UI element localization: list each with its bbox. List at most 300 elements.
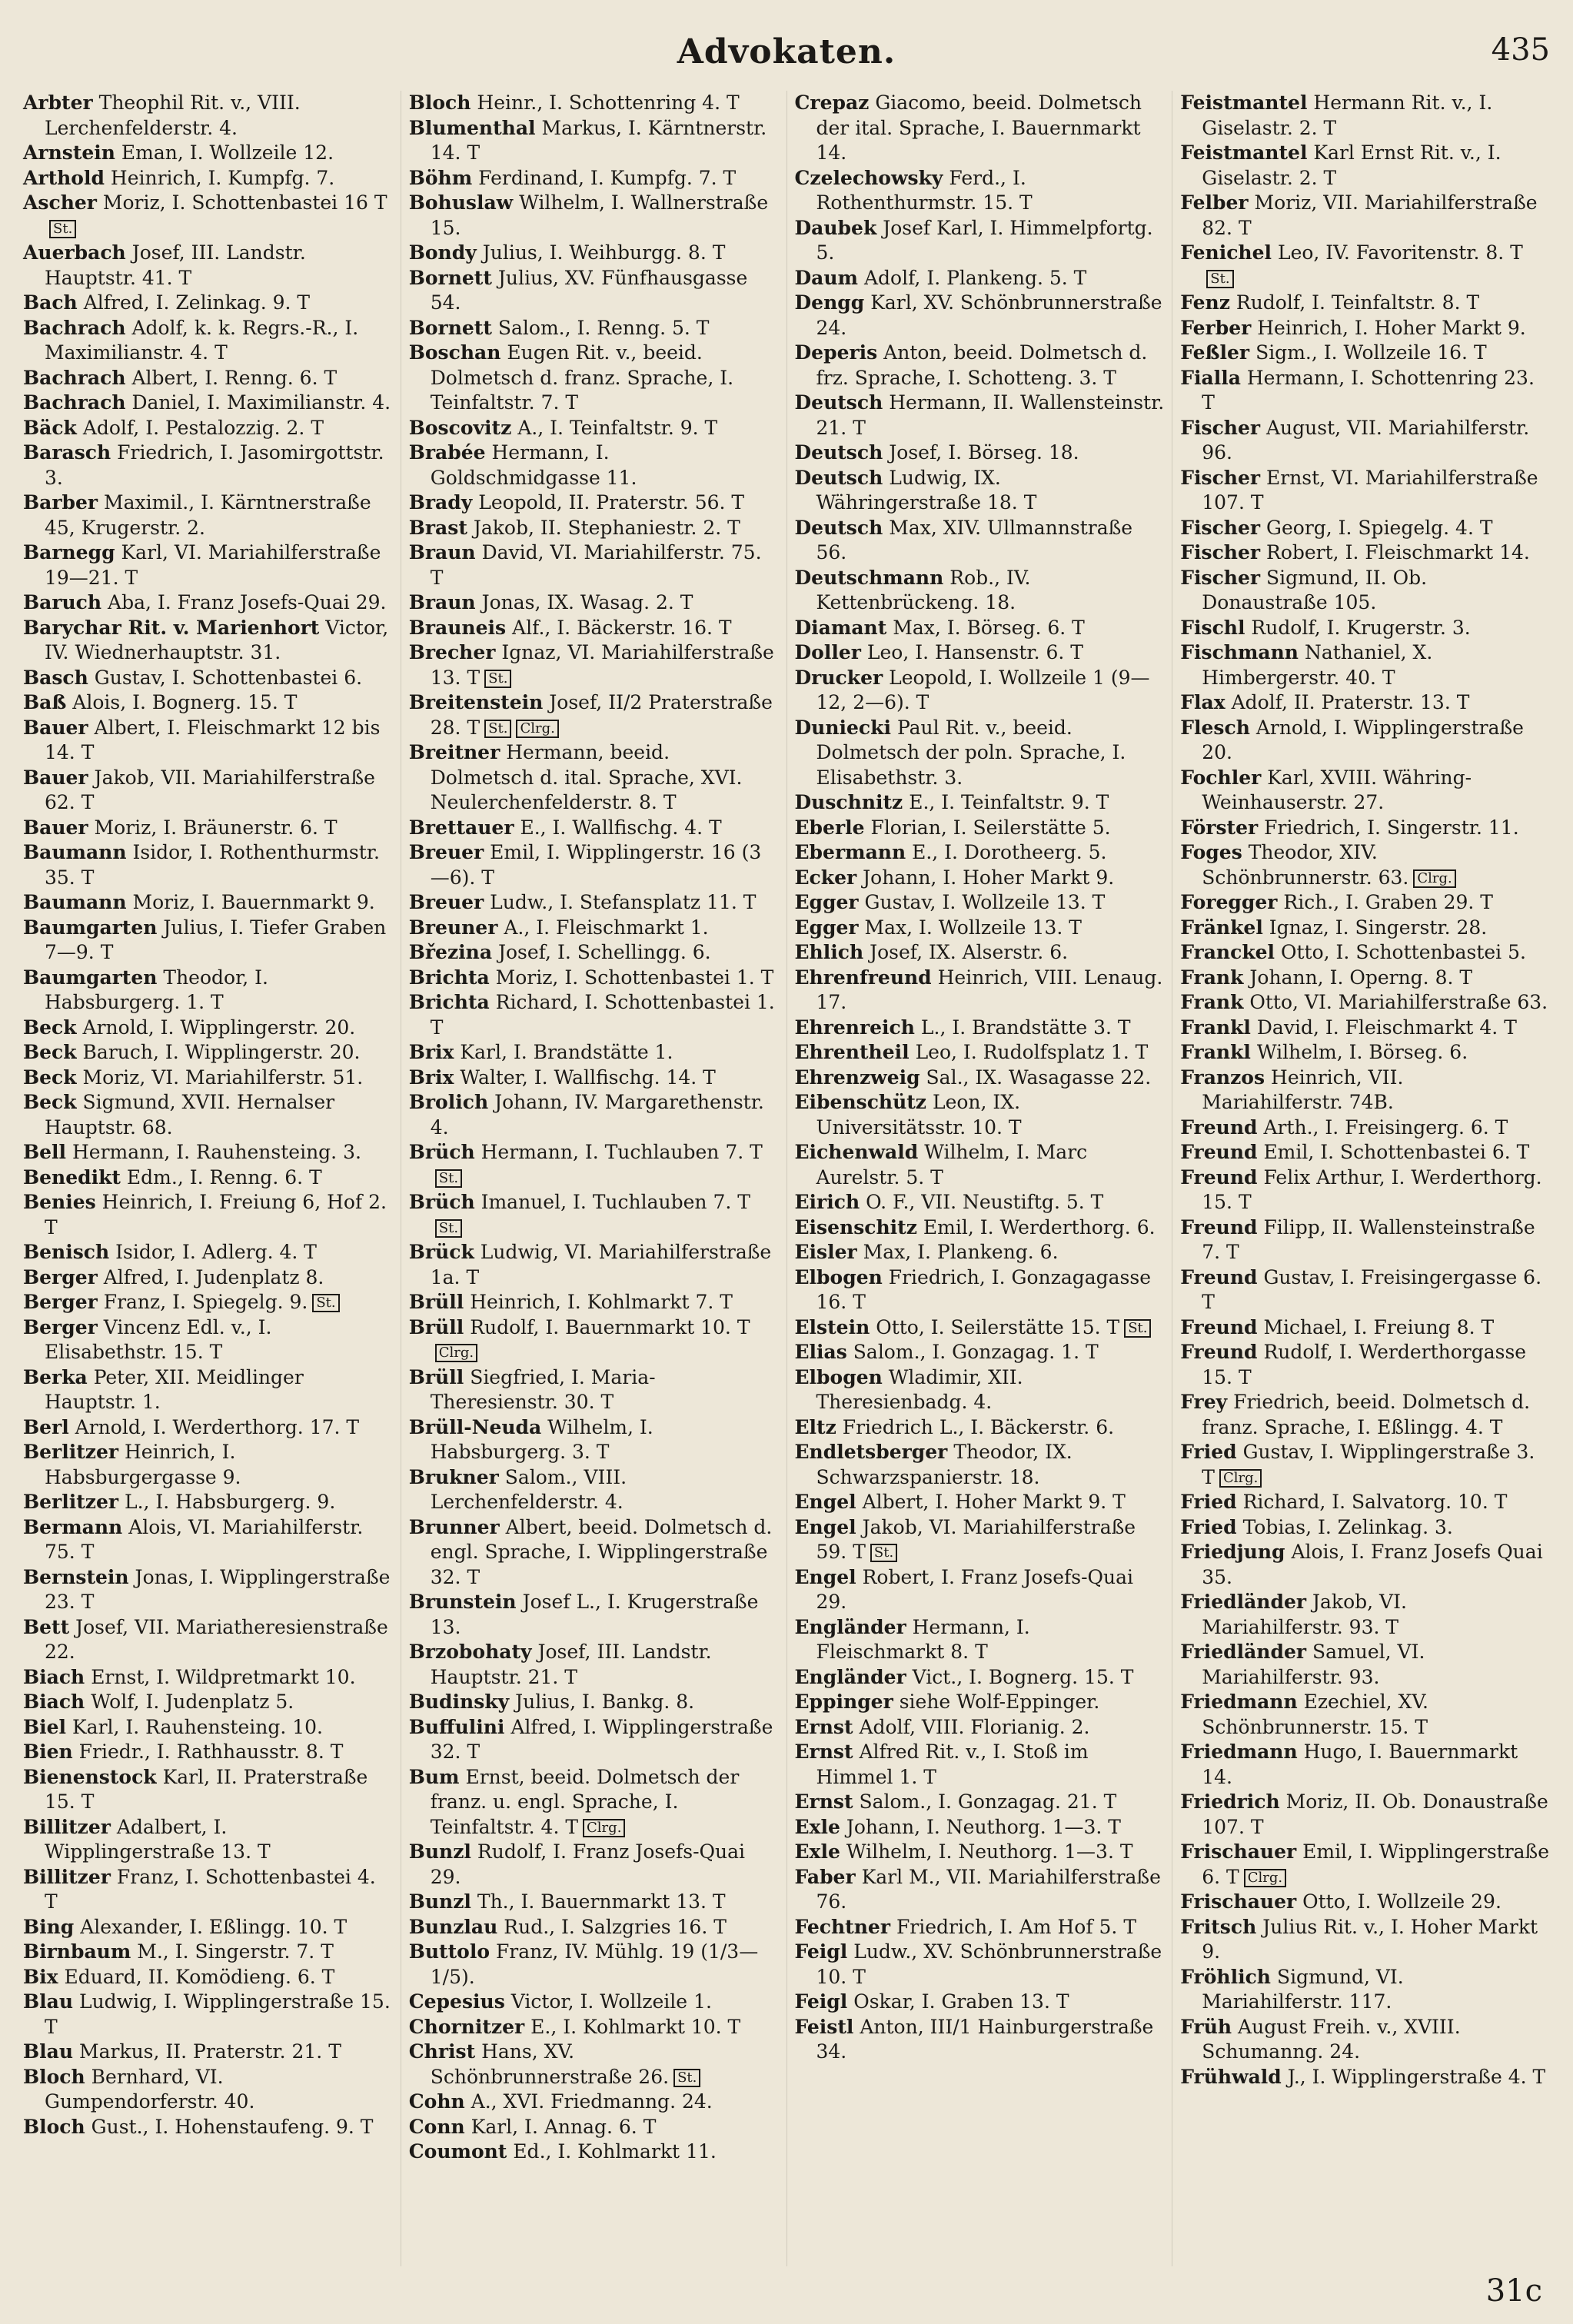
entry-details: Josef, I. Börseg. 18.	[889, 441, 1079, 464]
directory-entry	[23, 1615, 393, 1665]
entry-details: Heinrich, I. Kohlmarkt 7. T	[470, 1291, 733, 1313]
entry-name: Bunzl	[408, 1890, 471, 1913]
entry-name: Boschan	[408, 341, 501, 364]
entry-details: Jonas, I. Wipplingerstraße 23. T	[45, 1565, 391, 1613]
entry-name: Benisch	[23, 1241, 110, 1263]
entry-name: Biach	[23, 1665, 85, 1688]
entry-details: Alexander, I. Eßlingg. 10. T	[80, 1915, 348, 1938]
entry-name: Bunzl	[408, 1840, 471, 1863]
entry-details: Jakob, II. Stephaniestr. 2. T	[473, 516, 740, 539]
entry-details: A., I. Fleischmarkt 1.	[504, 916, 709, 939]
entry-name: Baumann	[23, 891, 127, 913]
entry-details: Alois, VI. Mariahilferstr. 75. T	[45, 1515, 364, 1563]
entry-details: Ferd., I. Rothenthurmstr. 15. T	[816, 166, 1033, 214]
directory-entry	[1180, 940, 1550, 966]
entry-name: Elias	[794, 1341, 847, 1363]
directory-entry	[795, 616, 1165, 641]
entry-name: Brabée	[408, 441, 486, 464]
entry-name: Bauer	[23, 766, 88, 789]
directory-entry	[23, 1940, 393, 1965]
directory-entry	[23, 291, 393, 316]
entry-name: Fried	[1180, 1515, 1237, 1538]
entry-name: Fenichel	[1180, 241, 1272, 264]
directory-entry	[409, 1290, 779, 1315]
entry-name: Bienenstock	[23, 1765, 157, 1788]
entry-name: Baß	[23, 691, 67, 713]
directory-entry	[409, 1715, 779, 1765]
entry-name: Berlitzer	[23, 1491, 119, 1513]
directory-entry	[23, 490, 393, 540]
directory-entry	[795, 1415, 1165, 1441]
entry-name: Coumont	[408, 2140, 507, 2163]
entry-name: Ehrenfreund	[794, 966, 932, 989]
entry-details: Markus, II. Praterstr. 21. T	[78, 2040, 341, 2063]
directory-entry	[1180, 366, 1550, 416]
entry-name: Freund	[1180, 1265, 1258, 1288]
entry-details: Eman, I. Wollzeile 12.	[121, 141, 334, 164]
directory-entry	[1180, 1140, 1550, 1165]
entry-details: Th., I. Bauernmarkt 13. T	[477, 1890, 726, 1913]
directory-entry	[409, 166, 779, 191]
entry-name: Bohuslaw	[408, 191, 514, 214]
entry-details: Emil, I. Wipplingerstr. 16 (3—6). T	[430, 841, 762, 889]
entry-name: Barychar Rit. v. Marienhort	[23, 616, 320, 639]
directory-entry	[23, 1740, 393, 1765]
entry-name: Bornett	[408, 316, 492, 339]
entry-name: Bloch	[23, 2065, 85, 2088]
directory-entry	[795, 1715, 1165, 1741]
entry-details: Ludwig, VI. Mariahilferstraße 1a. T	[430, 1241, 772, 1288]
entry-details: Ezechiel, XV. Schönbrunnerstr. 15. T	[1202, 1691, 1429, 1738]
directory-entry	[795, 1190, 1165, 1215]
entry-name: Berka	[23, 1365, 88, 1388]
directory-entry	[1180, 1340, 1550, 1390]
entry-name: Egger	[794, 891, 859, 913]
entry-details: E., I. Dorotheerg. 5.	[912, 841, 1107, 863]
entry-details: Johann, I. Neuthorg. 1—3. T	[846, 1815, 1121, 1838]
entry-details: Isidor, I. Adlerg. 4. T	[115, 1241, 317, 1263]
entry-details: Moriz, I. Schottenbastei 1. T	[495, 966, 774, 989]
entry-name: Beck	[23, 1091, 77, 1113]
entry-name: Engländer	[794, 1665, 906, 1688]
entry-details: Arnold, I. Wipplingerstr. 20.	[82, 1016, 356, 1039]
directory-entry	[23, 1440, 393, 1490]
directory-entry	[409, 1765, 779, 1840]
directory-entry	[23, 1490, 393, 1515]
entry-badge: Clrg.	[516, 720, 558, 738]
entry-name: Brady	[408, 491, 473, 514]
entry-details: Leopold, I. Wollzeile 1 (9—12, 2—6). T	[816, 666, 1150, 713]
entry-name: Beck	[23, 1066, 77, 1089]
entry-details: siehe Wolf-Eppinger.	[899, 1691, 1100, 1713]
entry-name: Fischer	[1180, 416, 1261, 439]
directory-entry	[409, 1915, 779, 1940]
entry-name: Friedjung	[1180, 1541, 1285, 1563]
entry-name: Fenz	[1180, 291, 1230, 314]
entry-name: Breuer	[408, 891, 484, 913]
entry-name: Bell	[23, 1141, 67, 1163]
entry-name: Brix	[408, 1066, 454, 1089]
entry-details: Eduard, II. Komödieng. 6. T	[64, 1965, 335, 1988]
directory-entry	[23, 1240, 393, 1265]
directory-entry	[1180, 916, 1550, 941]
directory-entry	[23, 1565, 393, 1615]
entry-name: Freund	[1180, 1315, 1258, 1338]
directory-entry	[23, 1415, 393, 1441]
entry-details: L., I. Brandstätte 3. T	[920, 1016, 1131, 1039]
entry-details: Franz, I. Spiegelg. 9.	[103, 1291, 308, 1313]
directory-entry	[409, 2090, 779, 2115]
directory-entry	[1180, 91, 1550, 141]
directory-entry	[23, 1365, 393, 1415]
page-number: 435	[1491, 32, 1550, 68]
entry-name: Ehlich	[794, 941, 864, 963]
column-1	[15, 91, 401, 2266]
entry-details: Rudolf, I. Krugerstr. 3.	[1251, 616, 1471, 639]
entry-details: Karl, VI. Mariahilferstraße 19—21. T	[45, 541, 381, 589]
directory-entry	[1180, 141, 1550, 191]
entry-details: Ernst, VI. Mariahilferstraße 107. T	[1202, 466, 1538, 514]
entry-name: Basch	[23, 666, 88, 689]
entry-badge: Clrg.	[1413, 869, 1455, 888]
entry-name: Brecher	[408, 641, 496, 663]
entry-details: Karl, I. Rauhensteing. 10.	[72, 1715, 323, 1738]
entry-name: Fischmann	[1180, 641, 1299, 663]
directory-entry	[795, 1315, 1165, 1341]
directory-entry	[1180, 1040, 1550, 1066]
directory-entry	[409, 441, 779, 490]
entry-details: A., XVI. Friedmanng. 24.	[471, 2090, 713, 2113]
directory-entry	[795, 940, 1165, 966]
entry-details: Adolf, II. Praterstr. 13. T	[1231, 691, 1470, 713]
entry-details: David, I. Fleischmarkt 4. T	[1256, 1016, 1517, 1039]
entry-name: Braun	[408, 541, 476, 564]
entry-details: Samuel, VI. Mariahilferstr. 93.	[1202, 1641, 1425, 1688]
directory-entry	[795, 840, 1165, 866]
entry-details: Wilhelm, I. Habsburgerg. 3. T	[430, 1415, 653, 1463]
directory-entry	[1180, 316, 1550, 341]
directory-entry	[795, 1240, 1165, 1265]
directory-entry	[23, 1965, 393, 1990]
entry-name: Deperis	[794, 341, 878, 364]
entry-name: Fritsch	[1180, 1915, 1257, 1938]
entry-name: Feigl	[794, 1990, 848, 2013]
directory-entry	[795, 1990, 1165, 2015]
entry-name: Cohn	[408, 2090, 465, 2113]
entry-name: Fochler	[1180, 766, 1262, 789]
directory-entry	[1180, 516, 1550, 541]
entry-name: Engel	[794, 1565, 856, 1588]
entry-details: Heinrich, I. Kumpfg. 7.	[110, 166, 335, 189]
entry-name: Baumann	[23, 841, 127, 863]
directory-entry	[1180, 466, 1550, 516]
entry-details: Salom., I. Gonzagag. 1. T	[853, 1341, 1099, 1363]
entry-details: Johann, I. Operng. 8. T	[1249, 966, 1473, 989]
directory-entry	[1180, 1640, 1550, 1690]
entry-details: Edm., I. Renng. 6. T	[126, 1165, 322, 1189]
directory-entry	[23, 1765, 393, 1815]
entry-name: Deutsch	[794, 516, 883, 539]
entry-name: Engel	[794, 1491, 856, 1513]
entry-badge: St.	[435, 1169, 462, 1188]
entry-details: Wolf, I. Judenplatz 5.	[91, 1691, 294, 1713]
entry-name: Freund	[1180, 1115, 1258, 1139]
entry-name: Bett	[23, 1615, 70, 1638]
entry-name: Engel	[794, 1515, 856, 1538]
entry-details: Ignaz, I. Singerstr. 28.	[1269, 916, 1488, 939]
entry-name: Czelechowsky	[794, 166, 943, 189]
entry-name: Bix	[23, 1965, 58, 1988]
entry-name: Flax	[1180, 691, 1225, 713]
entry-badge: Clrg.	[1219, 1469, 1262, 1488]
entry-name: Chornitzer	[408, 2015, 525, 2038]
entry-name: Friedmann	[1180, 1691, 1298, 1713]
directory-entry	[1180, 191, 1550, 241]
entry-name: Brettauer	[408, 816, 514, 839]
directory-entry	[1180, 766, 1550, 816]
entry-name: Franzos	[1180, 1066, 1265, 1089]
entry-details: Otto, I. Schottenbastei 5.	[1281, 941, 1526, 963]
entry-name: Duschnitz	[794, 791, 903, 813]
entry-details: Leo, I. Rudolfsplatz 1. T	[915, 1041, 1149, 1063]
entry-name: Billitzer	[23, 1865, 111, 1888]
entry-badge: St.	[870, 1544, 897, 1562]
directory-entry	[23, 890, 393, 916]
entry-name: Feistmantel	[1180, 141, 1308, 164]
entry-name: Boscovitz	[408, 416, 512, 439]
directory-entry	[1180, 1390, 1550, 1440]
entry-details: Karl, I. Annag. 6. T	[471, 2115, 657, 2138]
entry-badge: St.	[435, 1219, 462, 1238]
entry-name: Frischauer	[1180, 1840, 1297, 1863]
entry-name: Friedländer	[1180, 1641, 1307, 1663]
entry-name: Barasch	[23, 441, 111, 464]
entry-details: Wilhelm, I. Marc Aurelstr. 5. T	[816, 1141, 1088, 1189]
entry-details: Baruch, I. Wipplingerstr. 20.	[82, 1041, 361, 1063]
entry-badge: St.	[484, 720, 511, 738]
entry-details: Alf., I. Bäckerstr. 16. T	[512, 616, 732, 639]
entry-details: Hermann, II. Wallensteinstr. 21. T	[816, 391, 1165, 439]
entry-details: Bernhard, VI. Gumpendorferstr. 40.	[45, 2065, 255, 2113]
entry-name: Bum	[408, 1765, 460, 1788]
directory-entry	[1180, 1490, 1550, 1515]
directory-entry	[795, 1665, 1165, 1691]
directory-entry	[795, 890, 1165, 916]
entry-name: Ferber	[1180, 316, 1252, 339]
entry-details: Oskar, I. Graben 13. T	[853, 1990, 1069, 2013]
entry-name: Friedmann	[1180, 1741, 1298, 1763]
entry-details: Filipp, II. Wallensteinstraße 7. T	[1202, 1215, 1535, 1263]
entry-name: Cepesius	[408, 1990, 505, 2013]
entry-name: Auerbach	[23, 241, 126, 264]
directory-entry	[1180, 1115, 1550, 1141]
entry-name: Fischer	[1180, 541, 1261, 564]
entry-details: Max, I. Plankeng. 6.	[863, 1241, 1059, 1263]
entry-details: Friedrich, I. Singerstr. 11.	[1264, 816, 1519, 839]
entry-name: Brukner	[408, 1465, 499, 1488]
entry-details: Albert, beeid. Dolmetsch d. engl. Sprache, I. Wipplingerstraße 32. T	[430, 1515, 773, 1588]
entry-details: Heinrich, I. Hoher Markt 9.	[1257, 316, 1526, 339]
directory-entry	[23, 1165, 393, 1191]
entry-details: Julius, I. Weihburgg. 8. T	[482, 241, 726, 264]
directory-entry	[23, 1265, 393, 1291]
entry-details: Leopold, II. Praterstr. 56. T	[478, 491, 745, 514]
entry-name: Březina	[408, 941, 493, 963]
directory-entry	[1180, 1016, 1550, 1041]
directory-entry	[23, 2115, 393, 2140]
entry-name: Beck	[23, 1041, 77, 1063]
entry-name: Frühwald	[1180, 2065, 1282, 2088]
entry-name: Elbogen	[794, 1365, 883, 1388]
entry-name: Friedländer	[1180, 1591, 1307, 1613]
entry-name: Feigl	[794, 1940, 848, 1963]
printer-signature: 31c	[1485, 2273, 1542, 2309]
entry-name: Blau	[23, 2040, 74, 2063]
entry-name: Elbogen	[794, 1265, 883, 1288]
entry-details: Siegfried, I. Maria-Theresienstr. 30. T	[430, 1365, 656, 1413]
entry-details: Alfred, I. Judenplatz 8.	[103, 1265, 324, 1288]
directory-entry	[795, 341, 1165, 391]
directory-entry	[795, 666, 1165, 716]
directory-entry	[795, 291, 1165, 341]
entry-name: Exle	[794, 1815, 840, 1838]
directory-entry	[1180, 341, 1550, 366]
entry-name: Barnegg	[23, 541, 115, 564]
directory-entry	[795, 716, 1165, 791]
directory-entry	[23, 1990, 393, 2040]
directory-entry	[409, 116, 779, 166]
directory-entry	[1180, 1165, 1550, 1215]
entry-name: Ebermann	[794, 841, 906, 863]
entry-details: Hermann, I. Rauhensteing. 3.	[72, 1141, 361, 1163]
entry-details: Friedrich, beeid. Dolmetsch d. franz. Sprache, I. Eßlingg. 4. T	[1202, 1391, 1531, 1438]
entry-name: Bloch	[23, 2115, 85, 2138]
entry-name: Christ	[408, 2040, 476, 2063]
entry-details: Victor, I. Wollzeile 1.	[510, 1990, 712, 2013]
directory-entry	[409, 1040, 779, 1066]
directory-entry	[23, 1040, 393, 1066]
directory-entry	[795, 1040, 1165, 1066]
entry-details: Karl, XVIII. Währing-Weinhauserstr. 27.	[1202, 766, 1472, 813]
directory-entry	[23, 840, 393, 890]
entry-details: Rich., I. Graben 29. T	[1283, 891, 1493, 913]
entry-details: Rudolf, I. Bauernmarkt 10. T	[470, 1315, 750, 1338]
entry-details: Albert, I. Hoher Markt 9. T	[862, 1491, 1126, 1513]
directory-entry	[23, 716, 393, 766]
entry-badge: St.	[312, 1294, 339, 1312]
entry-name: Brichta	[408, 991, 490, 1013]
directory-entry	[409, 2139, 779, 2165]
entry-name: Biach	[23, 1691, 85, 1713]
page-title: Advokaten.	[677, 32, 896, 71]
entry-details: Nathaniel, X. Himbergerstr. 40. T	[1202, 641, 1433, 689]
entry-details: Karl, II. Praterstraße 15. T	[45, 1765, 368, 1813]
entry-details: Paul Rit. v., beeid. Dolmetsch der poln. Sprache, I. Elisabethstr. 3.	[816, 716, 1126, 789]
entry-details: Leo, I. Hansenstr. 6. T	[866, 641, 1083, 663]
directory-entry	[409, 416, 779, 441]
entry-name: Ernst	[794, 1741, 853, 1763]
entry-details: Florian, I. Seilerstätte 5.	[870, 816, 1111, 839]
entry-details: Ernst, beeid. Dolmetsch der franz. u. engl. Sprache, I. Teinfaltstr. 4. T	[430, 1765, 740, 1838]
directory-entry	[795, 1740, 1165, 1790]
entry-details: Emil, I. Schottenbastei 6. T	[1263, 1141, 1530, 1163]
entry-name: Arnstein	[23, 141, 115, 164]
directory-entry	[795, 1440, 1165, 1490]
entry-details: Giacomo, beeid. Dolmetsch der ital. Sprache, I. Bauernmarkt 14.	[816, 91, 1142, 164]
directory-entry	[795, 1016, 1165, 1041]
entry-details: Franz, IV. Mühlg. 19 (1/3—1/5).	[430, 1940, 759, 1988]
entry-name: Frischauer	[1180, 1890, 1297, 1913]
directory-entry	[409, 1090, 779, 1140]
entry-details: Adalbert, I. Wipplingerstraße 13. T	[45, 1815, 271, 1863]
entry-details: Sigmund, VI. Mariahilferstr. 117.	[1202, 1965, 1404, 2013]
entry-name: Brück	[408, 1241, 474, 1263]
entry-name: Drucker	[794, 666, 883, 689]
entry-name: Deutsch	[794, 441, 883, 464]
entry-name: Ehrenzweig	[794, 1066, 920, 1089]
entry-details: Wilhelm, I. Wallnerstraße 15.	[430, 191, 769, 239]
entry-details: Victor, IV. Wiednerhauptstr. 31.	[45, 616, 389, 663]
directory-entry	[795, 216, 1165, 266]
directory-entry	[409, 616, 779, 641]
entry-name: Ehrentheil	[794, 1041, 910, 1063]
entry-details: Josef, IX. Alserstr. 6.	[870, 941, 1069, 963]
entry-name: Berger	[23, 1291, 98, 1313]
directory-entry	[23, 141, 393, 166]
entry-details: Moriz, VII. Mariahilferstraße 82. T	[1202, 191, 1538, 239]
entry-details: Isidor, I. Rothenthurmstr. 35. T	[45, 841, 380, 889]
directory-entry	[795, 1066, 1165, 1091]
entry-details: M., I. Singerstr. 7. T	[137, 1940, 334, 1963]
directory-entry	[1180, 840, 1550, 890]
entry-details: Wilhelm, I. Börseg. 6.	[1256, 1041, 1468, 1063]
directory-entry	[1180, 1915, 1550, 1965]
directory-entry	[409, 640, 779, 690]
entry-name: Flesch	[1180, 716, 1250, 739]
entry-name: Friedrich	[1180, 1790, 1280, 1813]
entry-details: Gustav, I. Freisingergasse 6. T	[1202, 1265, 1542, 1313]
entry-details: Adolf, I. Plankeng. 5. T	[863, 266, 1087, 289]
entry-details: Anton, beeid. Dolmetsch d. frz. Sprache, I. Schotteng. 3. T	[816, 341, 1148, 389]
entry-name: Exle	[794, 1840, 840, 1863]
entry-name: Fried	[1180, 1491, 1237, 1513]
entry-details: Ferdinand, I. Kumpfg. 7. T	[478, 166, 737, 189]
directory-entry	[795, 2015, 1165, 2065]
directory-entry	[1180, 566, 1550, 616]
entry-details: Otto, I. Wollzeile 29.	[1302, 1890, 1502, 1913]
entry-details: Josef Karl, I. Himmelpfortg. 5.	[816, 216, 1153, 264]
entry-details: Moriz, II. Ob. Donaustraße 107. T	[1202, 1790, 1548, 1838]
entry-badge: St.	[1124, 1319, 1151, 1338]
entry-details: Vincenz Edl. v., I. Elisabethstr. 15. T	[45, 1315, 272, 1363]
entry-details: Adolf, I. Pestalozzig. 2. T	[82, 416, 324, 439]
entry-details: Hermann, beeid. Dolmetsch d. ital. Sprache, XVI. Neulerchenfelderstr. 8. T	[430, 741, 743, 813]
directory-entry	[1180, 616, 1550, 641]
entry-details: Arnold, I. Wipplingerstraße 20.	[1202, 716, 1524, 763]
entry-name: Feistl	[794, 2015, 854, 2038]
entry-details: Sigmund, II. Ob. Donaustraße 105.	[1202, 566, 1428, 613]
entry-details: Ludwig, IX. Währingerstraße 18. T	[816, 466, 1037, 514]
entry-name: Deutsch	[794, 391, 883, 414]
entry-name: Blau	[23, 1990, 74, 2013]
entry-name: Berger	[23, 1315, 98, 1338]
entry-details: Friedrich L., I. Bäckerstr. 6.	[842, 1415, 1115, 1438]
entry-name: Deutsch	[794, 466, 883, 489]
entry-name: Feistmantel	[1180, 91, 1308, 114]
entry-name: Breuer	[408, 841, 484, 863]
entry-details: Peter, XII. Meidlinger Hauptstr. 1.	[45, 1365, 304, 1413]
entry-name: Eirich	[794, 1191, 860, 1213]
